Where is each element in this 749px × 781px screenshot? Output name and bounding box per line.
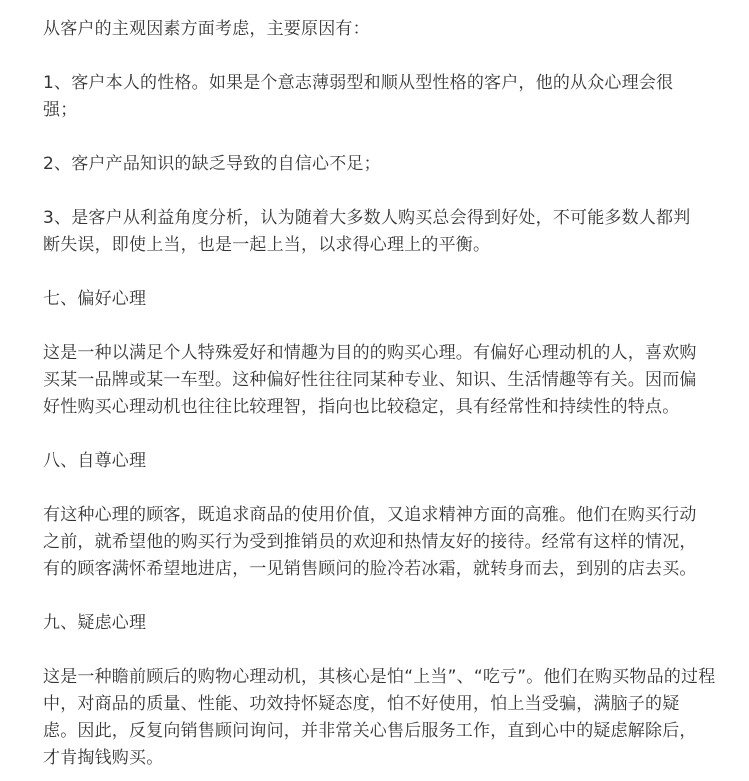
intro-text: 从客户的主观因素方面考虑，主要原因有： bbox=[43, 19, 370, 39]
self-esteem-line-1: 有这种心理的顾客，既追求商品的使用价值，又追求精神方面的高雅。他们在购买行动 bbox=[43, 505, 697, 525]
heading-self-esteem: 八、自尊心理 bbox=[43, 451, 147, 471]
reason-3-line-2: 断失误，即使上当，也是一起上当，以求得心理上的平衡。 bbox=[43, 235, 491, 255]
preference-line-1: 这是一种以满足个人特殊爱好和情趣为目的的购买心理。有偏好心理动机的人，喜欢购 bbox=[43, 343, 697, 363]
reason-3-line-1: 3、是客户从利益角度分析，认为随着大多数人购买总会得到好处，不可能多数人都判 bbox=[43, 208, 691, 228]
preference-line-2: 买某一品牌或某一车型。这种偏好性往往同某种专业、知识、生活情趣等有关。因而偏 bbox=[43, 370, 697, 390]
self-esteem-line-2: 之前，就希望他的购买行为受到推销员的欢迎和热情友好的接待。经常有这样的情况， bbox=[43, 532, 697, 552]
reason-2: 2、客户产品知识的缺乏导致的自信心不足； bbox=[43, 154, 381, 174]
doubt-line-4: 才肯掏钱购买。 bbox=[43, 748, 164, 768]
reason-1-line-1: 1、客户本人的性格。如果是个意志薄弱型和顺从型性格的客户，他的从众心理会很 bbox=[43, 73, 674, 93]
heading-doubt: 九、疑虑心理 bbox=[43, 613, 147, 633]
reason-1-line-2: 强； bbox=[43, 100, 78, 120]
doubt-line-3: 虑。因此，反复向销售顾问询问，并非常关心售后服务工作，直到心中的疑虑解除后， bbox=[43, 721, 697, 741]
doubt-line-2: 中，对商品的质量、性能、功效持怀疑态度，怕不好使用，怕上当受骗，满脑子的疑 bbox=[43, 694, 680, 714]
heading-preference: 七、偏好心理 bbox=[43, 289, 147, 309]
preference-line-3: 好性购买心理动机也往往比较理智，指向也比较稳定，具有经常性和持续性的特点。 bbox=[43, 397, 680, 417]
doubt-line-1: 这是一种瞻前顾后的购物心理动机，其核心是怕“上当”、“吃亏”。他们在购买物品的过程 bbox=[43, 667, 716, 687]
self-esteem-line-3: 有的顾客满怀希望地进店，一见销售顾问的脸冷若冰霜，就转身而去，到别的店去买。 bbox=[43, 559, 697, 579]
